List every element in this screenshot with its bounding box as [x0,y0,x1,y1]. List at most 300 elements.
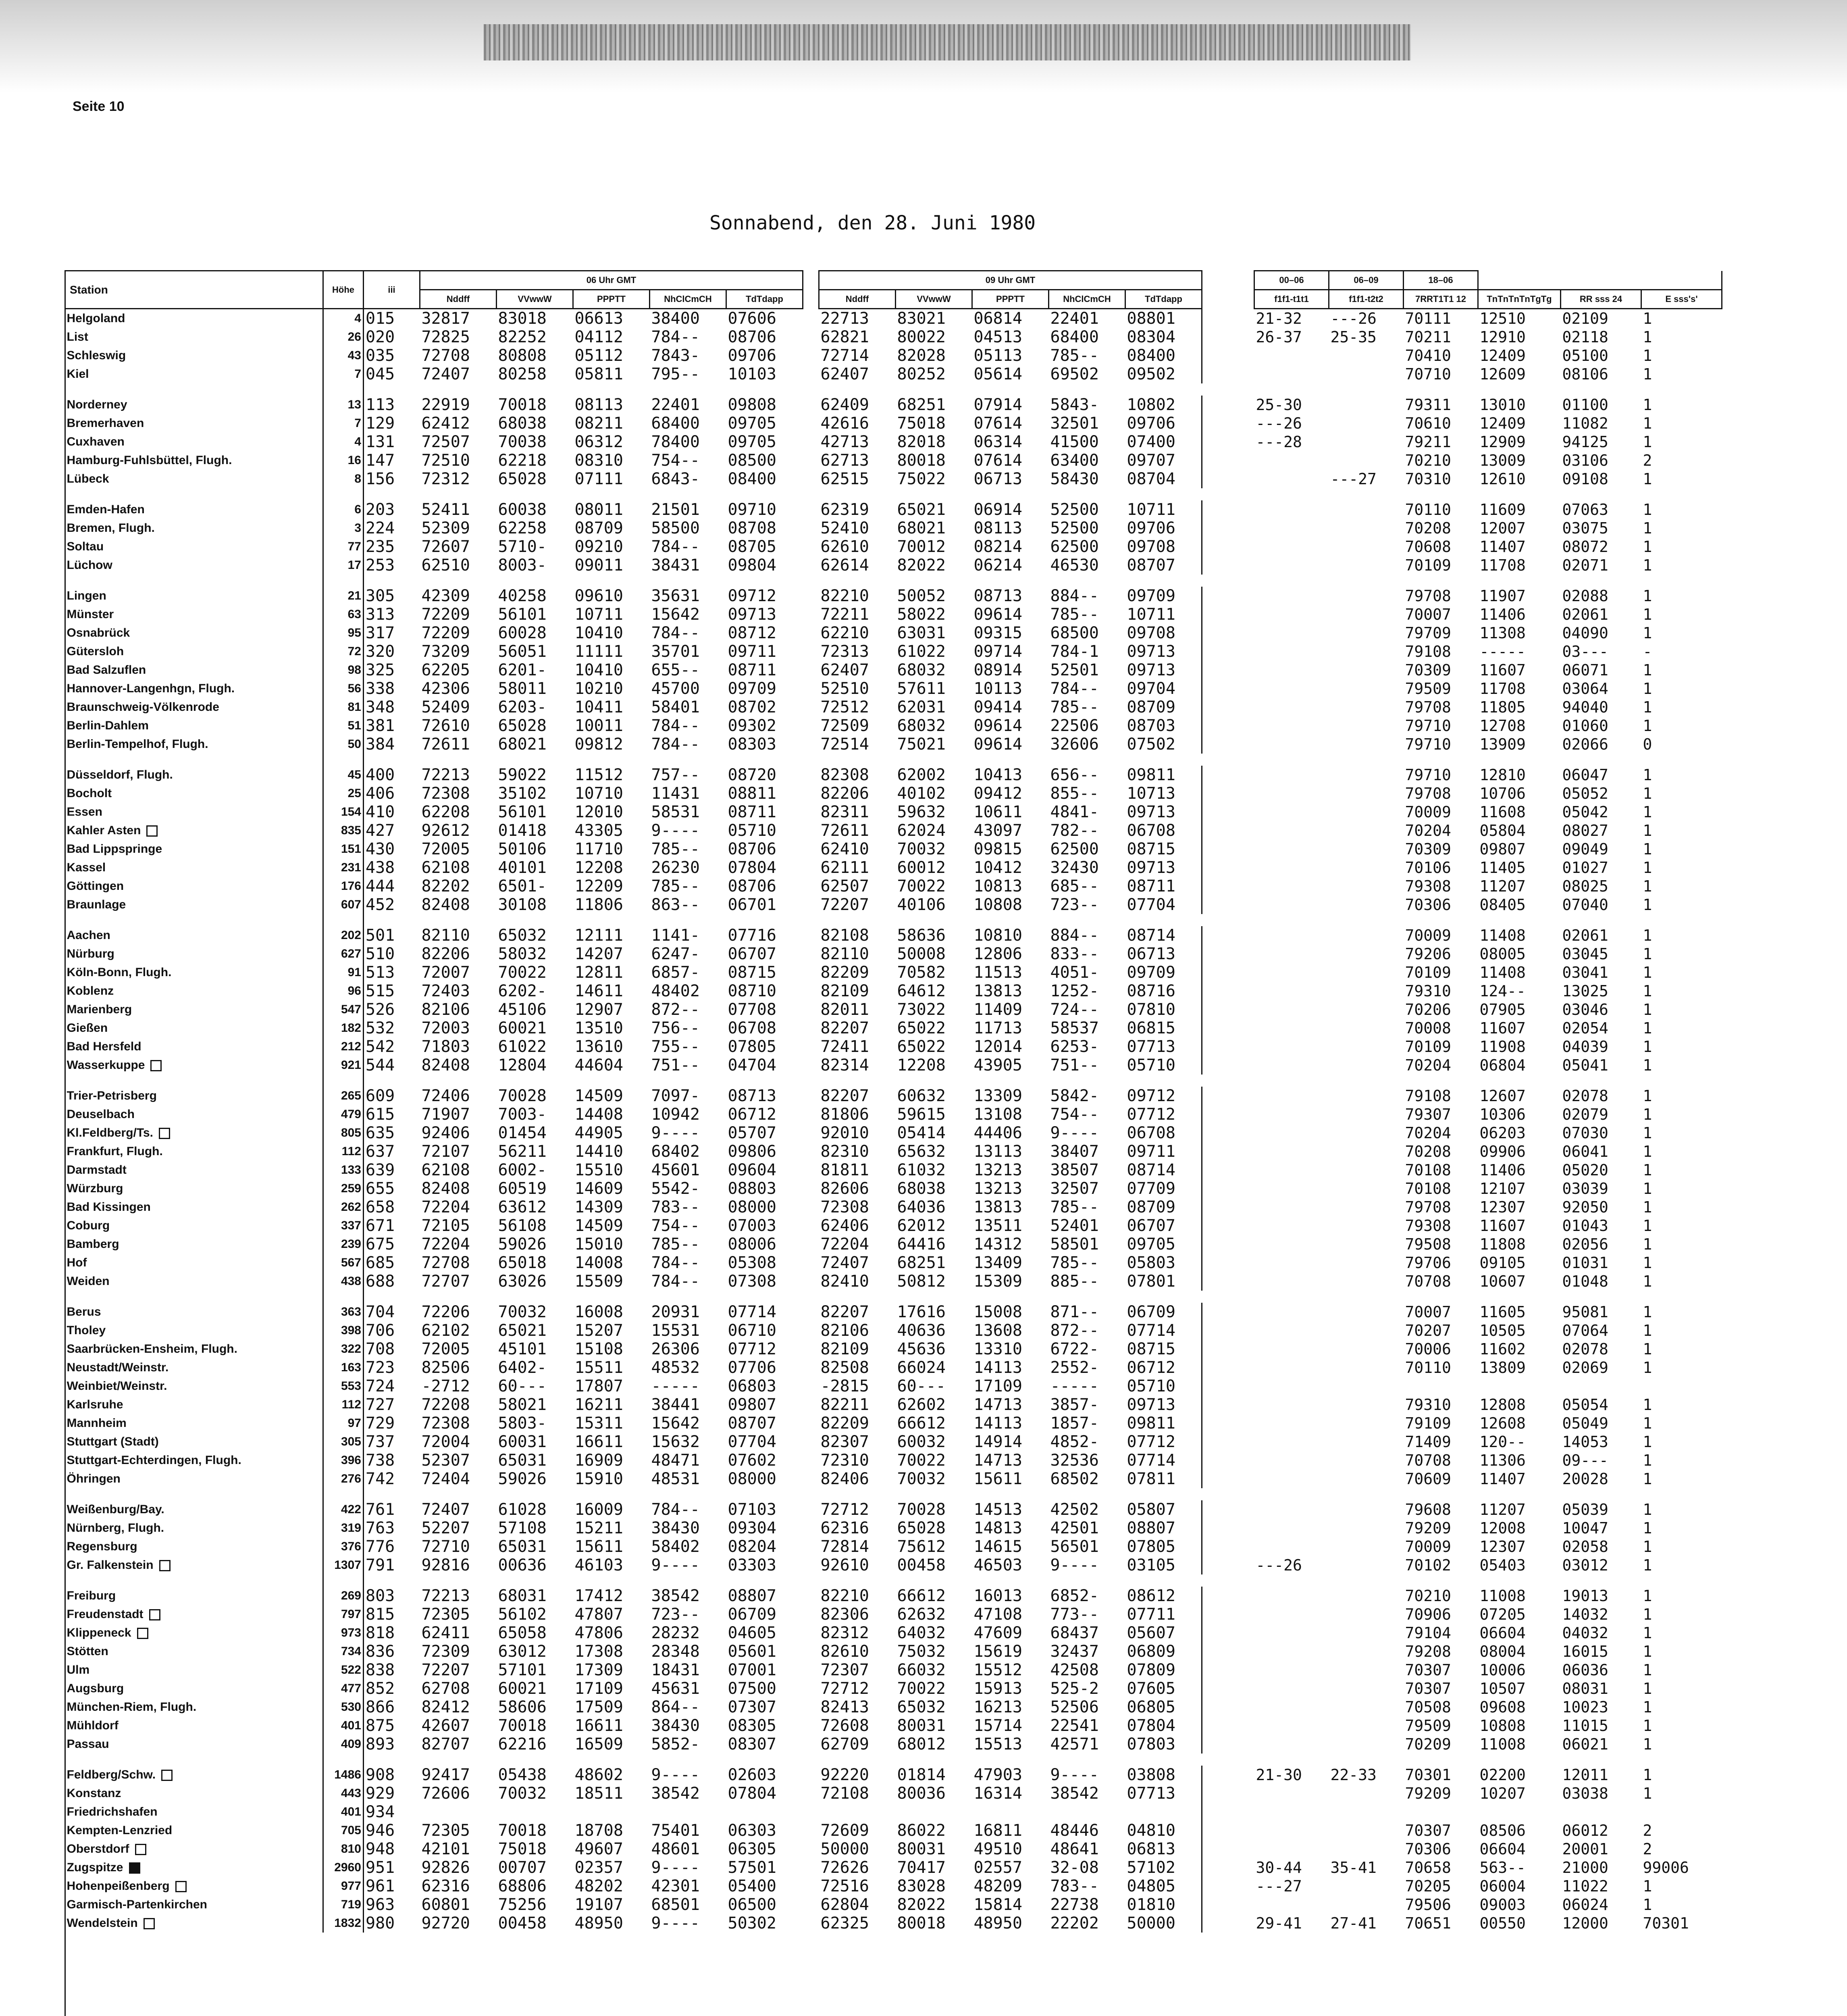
gap-cell [323,1488,364,1500]
obs-09-cell: 4051- [1050,963,1099,982]
station-number-cell: 948 [366,1840,395,1858]
station-name-cell [65,716,323,735]
extra-cell [1329,1433,1404,1451]
gap-cell [1202,1105,1254,1124]
obs-09-cell: 10813 [973,877,1022,896]
obs-09-cell: 81806 [820,1105,869,1124]
obs-09-cell: 08807 [1125,1519,1202,1537]
table-row [65,896,1722,914]
extra-cell: 70106 [1405,859,1451,877]
extra-cell [1329,537,1404,556]
obs-09-cell: 07805 [1125,1537,1202,1556]
extra-cell [1254,1624,1329,1642]
obs-09-cell: 723-- [1050,896,1099,914]
obs-06-cell: 72710 [421,1537,470,1556]
extra-cell: 01031 [1562,1254,1608,1272]
ext-header: TnTnTnTnTgTg [1478,290,1561,309]
gap-cell [323,1075,364,1087]
station-number-cell: 015 [366,309,395,328]
extra-cell [1254,945,1329,963]
extra-cell: 70007 [1405,1303,1451,1321]
obs-06-cell: 15207 [574,1321,623,1340]
height-cell: 133 [323,1161,364,1179]
station-name: Berlin-Tempelhof, Flugh. [67,737,208,751]
obs-06-cell: 08702 [728,698,776,716]
obs-06-cell: 09806 [728,1142,776,1161]
obs-09-cell: 61032 [897,1161,946,1179]
extra-cell [1254,1821,1329,1840]
obs-06-cell: 38400 [651,309,700,328]
station-number-cell: 045 [366,365,395,383]
extra-cell [1254,1840,1329,1858]
square-icon [175,1881,187,1892]
extra-cell [1254,982,1329,1000]
gap-cell [1202,716,1254,735]
obs-06-cell: 72507 [421,433,470,451]
obs-06-cell: 15510 [574,1161,623,1179]
extra-cell: 1 [1643,1161,1652,1179]
obs-06-cell: 49607 [574,1840,623,1858]
station-name: Nürnberg, Flugh. [67,1521,164,1535]
obs-06-cell: 72607 [421,537,470,556]
station-name-cell [65,309,323,328]
obs-06-cell: 6402- [498,1358,547,1377]
obs-09-cell: 9---- [1050,1766,1099,1784]
obs-06-cell: 72407 [421,1500,470,1519]
station-name-cell [65,1470,323,1488]
table-row [65,1414,1722,1433]
extra-cell [1254,1895,1329,1914]
extra-cell [1329,1321,1404,1340]
spacer-cell [803,396,819,414]
extra-cell: 94125 [1562,433,1608,451]
obs-09-cell: 13108 [973,1105,1022,1124]
obs-09-cell: 42616 [820,414,869,433]
obs-09-cell: 62325 [820,1914,869,1933]
obs-09-cell: 11513 [973,963,1022,982]
obs-06-cell: 08706 [728,328,776,346]
obs-06-cell [497,1803,573,1821]
extra-cell: 79709 [1405,624,1451,642]
station-name: Nürburg [67,947,114,960]
extra-cell: 12107 [1479,1180,1526,1198]
gap-cell [1202,803,1254,821]
height-cell: 810 [323,1840,364,1858]
obs-09-cell: 14914 [973,1433,1022,1451]
extra-cell: 05403 [1479,1556,1526,1574]
obs-06-cell: 58021 [498,1395,547,1414]
obs-06-cell: 04605 [728,1624,776,1642]
extra-cell: 02061 [1562,606,1608,623]
obs-09-cell: 15814 [973,1895,1022,1914]
station-name: Kiel [67,367,89,381]
obs-09-cell: 13213 [973,1161,1022,1179]
extra-cell: 79310 [1405,982,1451,1000]
extra-cell: 02200 [1479,1766,1526,1784]
obs-06-cell: 18511 [574,1784,623,1803]
obs-09-cell: 48950 [973,1914,1022,1933]
extra-cell: 70109 [1405,1038,1451,1056]
obs-06-cell: 14611 [574,982,623,1000]
obs-06-cell: 09304 [728,1519,776,1537]
extra-cell [1329,605,1404,624]
obs-09-cell: 07803 [1125,1735,1202,1754]
obs-09-cell: 41500 [1050,433,1099,451]
gap-cell [1202,1272,1254,1291]
station-number-cell: 305 [366,587,395,605]
extra-cell [1254,1321,1329,1340]
station-name: Tholey [67,1324,106,1337]
gap-cell [1202,1840,1254,1858]
height-cell: 2960 [323,1858,364,1877]
obs-06-cell [573,1803,650,1821]
c06-header: PPPTT [573,290,650,309]
obs-06-cell: 48202 [574,1877,623,1895]
obs-09-cell: 49510 [973,1840,1022,1858]
obs-09-cell: 13310 [973,1340,1022,1358]
extra-cell: 1 [1643,365,1652,383]
extra-cell: 01043 [1562,1217,1608,1235]
extra-cell [1254,470,1329,488]
station-name: Bad Lippspringe [67,842,162,856]
table-row [65,1766,1722,1784]
gap-cell [364,383,1722,396]
gap-cell [323,383,364,396]
extra-cell: 1 [1643,587,1652,605]
station-name: Soltau [67,540,104,553]
extra-cell: 02071 [1562,556,1608,574]
obs-09-cell: 07712 [1125,1433,1202,1451]
height-cell: 422 [323,1500,364,1519]
obs-06-cell: 784-- [651,624,700,642]
extra-cell: 70306 [1405,896,1451,914]
obs-06-cell: 65028 [498,716,547,735]
station-number-cell: 951 [366,1858,395,1877]
extra-cell: 1 [1643,328,1652,346]
spacer-cell [803,1179,819,1198]
extra-cell [1404,1377,1478,1395]
obs-09-cell: 92610 [820,1556,869,1574]
extra-cell: 70610 [1405,414,1451,432]
obs-09-cell: 22713 [820,309,869,328]
obs-06-cell: 11806 [574,896,623,914]
spacer-cell [803,945,819,963]
obs-09-cell: 32536 [1050,1451,1099,1470]
obs-06-cell: 72305 [421,1821,470,1840]
obs-06-cell: 72004 [421,1433,470,1451]
extra-cell: 03038 [1562,1785,1608,1802]
extra-cell [1254,1784,1329,1803]
obs-06-cell: 40258 [498,587,547,605]
obs-06-cell: 07602 [728,1451,776,1470]
height-cell: 4 [323,433,364,451]
obs-09-cell: 66612 [897,1414,946,1433]
obs-09-cell: 50812 [897,1272,946,1291]
height-cell: 176 [323,877,364,896]
obs-09-cell: 12014 [973,1037,1022,1056]
gap-cell [65,383,323,396]
obs-09-cell: 03105 [1125,1556,1202,1574]
table-row [65,1519,1722,1537]
extra-cell [1329,896,1404,914]
obs-09-cell: 06708 [1125,821,1202,840]
station-name-cell [65,1519,323,1537]
obs-09-cell: 82018 [897,433,946,451]
extra-cell: 11082 [1562,414,1608,432]
obs-06-cell: 80258 [498,365,547,383]
obs-09-cell [972,1803,1049,1821]
gap-cell [1202,396,1254,414]
extra-cell: 79311 [1405,396,1451,414]
obs-09-cell: 82206 [820,784,869,803]
extra-cell: 70110 [1405,501,1451,519]
station-number-cell: 685 [366,1254,395,1272]
station-name: Gießen [67,1021,108,1035]
obs-06-cell: 09011 [574,556,623,575]
extra-cell [1561,1377,1641,1395]
extra-cell: 01100 [1562,396,1608,414]
obs-09-cell: 50052 [897,587,946,605]
extra-cell: 12909 [1479,433,1526,451]
extra-cell: 08025 [1562,877,1608,895]
obs-09-cell: 82406 [820,1470,869,1488]
station-number-cell: 704 [366,1303,395,1321]
extra-cell [1329,1500,1404,1519]
gap-cell [65,754,323,766]
obs-06-cell: 63612 [498,1198,547,1216]
table-row [65,1087,1722,1105]
extra-cell: ---26 [1256,414,1302,432]
extra-cell [1329,1784,1404,1803]
height-cell: 81 [323,698,364,716]
obs-06-cell: 06305 [728,1840,776,1858]
obs-09-cell: 751-- [1050,1056,1099,1075]
obs-09-cell: 16314 [973,1784,1022,1803]
obs-06-cell: 783-- [651,1198,700,1216]
group-gap [65,1574,1722,1587]
extra-cell: 03041 [1562,964,1608,981]
height-cell: 522 [323,1661,364,1679]
gap-cell [1202,433,1254,451]
height-cell: 163 [323,1358,364,1377]
table-row [65,803,1722,821]
extra-cell [1254,1803,1329,1821]
extra-cell [1254,1105,1329,1124]
gap-cell [364,1574,1722,1587]
height-cell: 4 [323,309,364,328]
table-row [65,470,1722,488]
extra-cell [1329,1087,1404,1105]
obs-06-cell: 52207 [421,1519,470,1537]
gap-cell [364,488,1722,500]
extra-cell: 07205 [1479,1606,1526,1623]
obs-06-cell: 15910 [574,1470,623,1488]
obs-09-cell: 13511 [973,1216,1022,1235]
station-name: Trier-Petrisberg [67,1089,157,1102]
obs-09-cell: 72609 [820,1821,869,1840]
extra-cell [1329,1821,1404,1840]
extra-cell: 10505 [1479,1322,1526,1339]
extra-cell [1329,1105,1404,1124]
station-number-cell: 325 [366,661,395,679]
obs-09-cell: 09709 [1125,963,1202,982]
station-name-cell [65,1019,323,1037]
station-number-cell: 706 [366,1321,395,1340]
extra-cell: 02118 [1562,328,1608,346]
extra-cell: 25-35 [1330,328,1377,346]
table-row [65,605,1722,624]
obs-09-cell: 92220 [820,1766,869,1784]
obs-06-cell: 72206 [421,1303,470,1321]
extra-cell [1329,926,1404,945]
station-name-cell [65,1216,323,1235]
extra-cell: 1 [1643,624,1652,642]
header-gap [1202,271,1254,309]
spacer-cell [803,1395,819,1414]
station-name: Frankfurt, Flugh. [67,1145,163,1158]
extra-cell [1478,1377,1561,1395]
extra-cell [1329,1661,1404,1679]
obs-06-cell: 08710 [728,982,776,1000]
spacer-cell [803,414,819,433]
obs-06-cell: 65021 [498,1321,547,1340]
extra-cell: 2 [1643,452,1652,469]
obs-06-cell: 22401 [651,396,700,414]
ext-header: f1f1-t1t1 [1254,290,1329,309]
table-row [65,642,1722,661]
obs-06-cell: 63012 [498,1642,547,1661]
obs-09-cell: 13813 [973,982,1022,1000]
obs-06-cell: 38542 [651,1587,700,1605]
obs-09-cell: 12806 [973,945,1022,963]
station-name-cell [65,451,323,470]
extra-cell: 1 [1643,1322,1652,1339]
gap-cell [1202,896,1254,914]
obs-09-cell: 07713 [1125,1784,1202,1803]
obs-06-cell: 30108 [498,896,547,914]
extra-cell: 16015 [1562,1643,1608,1660]
obs-09-cell: 08713 [973,587,1022,605]
extra-cell: 1 [1643,1519,1652,1537]
extra-cell: 25-30 [1256,396,1302,414]
extra-cell [1329,1840,1404,1858]
obs-09-cell: 22738 [1050,1895,1099,1914]
obs-09-cell: 32430 [1050,858,1099,877]
extra-cell: 03045 [1562,945,1608,963]
group-06-09-header: 06–09 [1329,271,1404,290]
obs-06-cell: 72213 [421,766,470,784]
group-gap [65,914,1722,926]
extra-cell [1329,1803,1404,1821]
obs-06-cell: 06312 [574,433,623,451]
gap-cell [1202,945,1254,963]
station-number-cell: 532 [366,1019,395,1037]
obs-06-cell: 48531 [651,1470,700,1488]
extra-cell: 05041 [1562,1056,1608,1074]
obs-09-cell: 05710 [1125,1377,1202,1395]
extra-cell [1329,1556,1404,1574]
extra-cell: 08027 [1562,822,1608,839]
obs-06-cell: 65058 [498,1624,547,1642]
station-number-cell: 671 [366,1216,395,1235]
extra-cell [1329,1377,1404,1395]
obs-09-cell: 44406 [973,1124,1022,1142]
extra-cell [1329,698,1404,716]
extra-cell [1329,1470,1404,1488]
spacer-cell [803,1556,819,1574]
station-number-cell: 320 [366,642,395,661]
obs-09-cell: 785-- [1050,605,1099,624]
extra-cell [1329,803,1404,821]
obs-06-cell: 72007 [421,963,470,982]
height-cell: 797 [323,1605,364,1624]
station-name: Cuxhaven [67,435,125,448]
ext-header-blank [1478,271,1722,290]
obs-09-cell: 62111 [820,858,869,877]
gap-cell [1202,1377,1254,1395]
gap-cell [1202,1661,1254,1679]
obs-06-cell: 56101 [498,605,547,624]
extra-cell: 08004 [1479,1643,1526,1660]
obs-09-cell: 59615 [897,1105,946,1124]
height-cell: 265 [323,1087,364,1105]
table-row [65,1000,1722,1019]
station-number-cell: 737 [366,1433,395,1451]
obs-06-cell [420,1803,497,1821]
extra-cell [1254,346,1329,365]
obs-06-cell: 10210 [574,679,623,698]
obs-06-cell: 09705 [728,433,776,451]
height-cell: 553 [323,1377,364,1395]
obs-06-cell: 60519 [498,1179,547,1198]
obs-09-cell: 09711 [1125,1142,1202,1161]
obs-06-cell: 6843- [651,470,700,488]
obs-09-cell: 08914 [973,661,1022,679]
extra-cell: 20028 [1562,1470,1608,1488]
obs-09-cell: 81811 [820,1161,869,1179]
extra-cell [1254,896,1329,914]
height-cell: 6 [323,500,364,519]
gap-cell [1202,1395,1254,1414]
extra-cell: 1 [1643,982,1652,1000]
extra-cell: 70301 [1405,1766,1451,1784]
obs-09-cell: 15008 [973,1303,1022,1321]
obs-09-cell: 07804 [1125,1716,1202,1735]
extra-cell [1329,963,1404,982]
obs-09-cell: 05807 [1125,1500,1202,1519]
obs-09-cell: 14813 [973,1519,1022,1537]
c06-header: NhClCmCH [650,290,726,309]
height-cell: 182 [323,1019,364,1037]
extra-cell [1329,1272,1404,1291]
extra-cell [1329,1414,1404,1433]
height-cell: 363 [323,1303,364,1321]
obs-09-cell: 08707 [1125,556,1202,575]
group-18-06-header: 18–06 [1404,271,1478,290]
obs-09-cell: 82022 [897,1895,946,1914]
extra-cell: 02066 [1562,735,1608,753]
obs-09-cell: 62804 [820,1895,869,1914]
obs-09-cell: 82210 [820,1587,869,1605]
obs-09-cell: 62632 [897,1605,946,1624]
table-row [65,1914,1722,1933]
obs-06-cell: 62108 [421,1161,470,1179]
table-row [65,556,1722,575]
obs-06-cell: 07804 [728,1784,776,1803]
obs-09-cell: -2815 [820,1377,869,1395]
obs-06-cell: 9---- [651,1858,700,1877]
station-name-cell [65,642,323,661]
